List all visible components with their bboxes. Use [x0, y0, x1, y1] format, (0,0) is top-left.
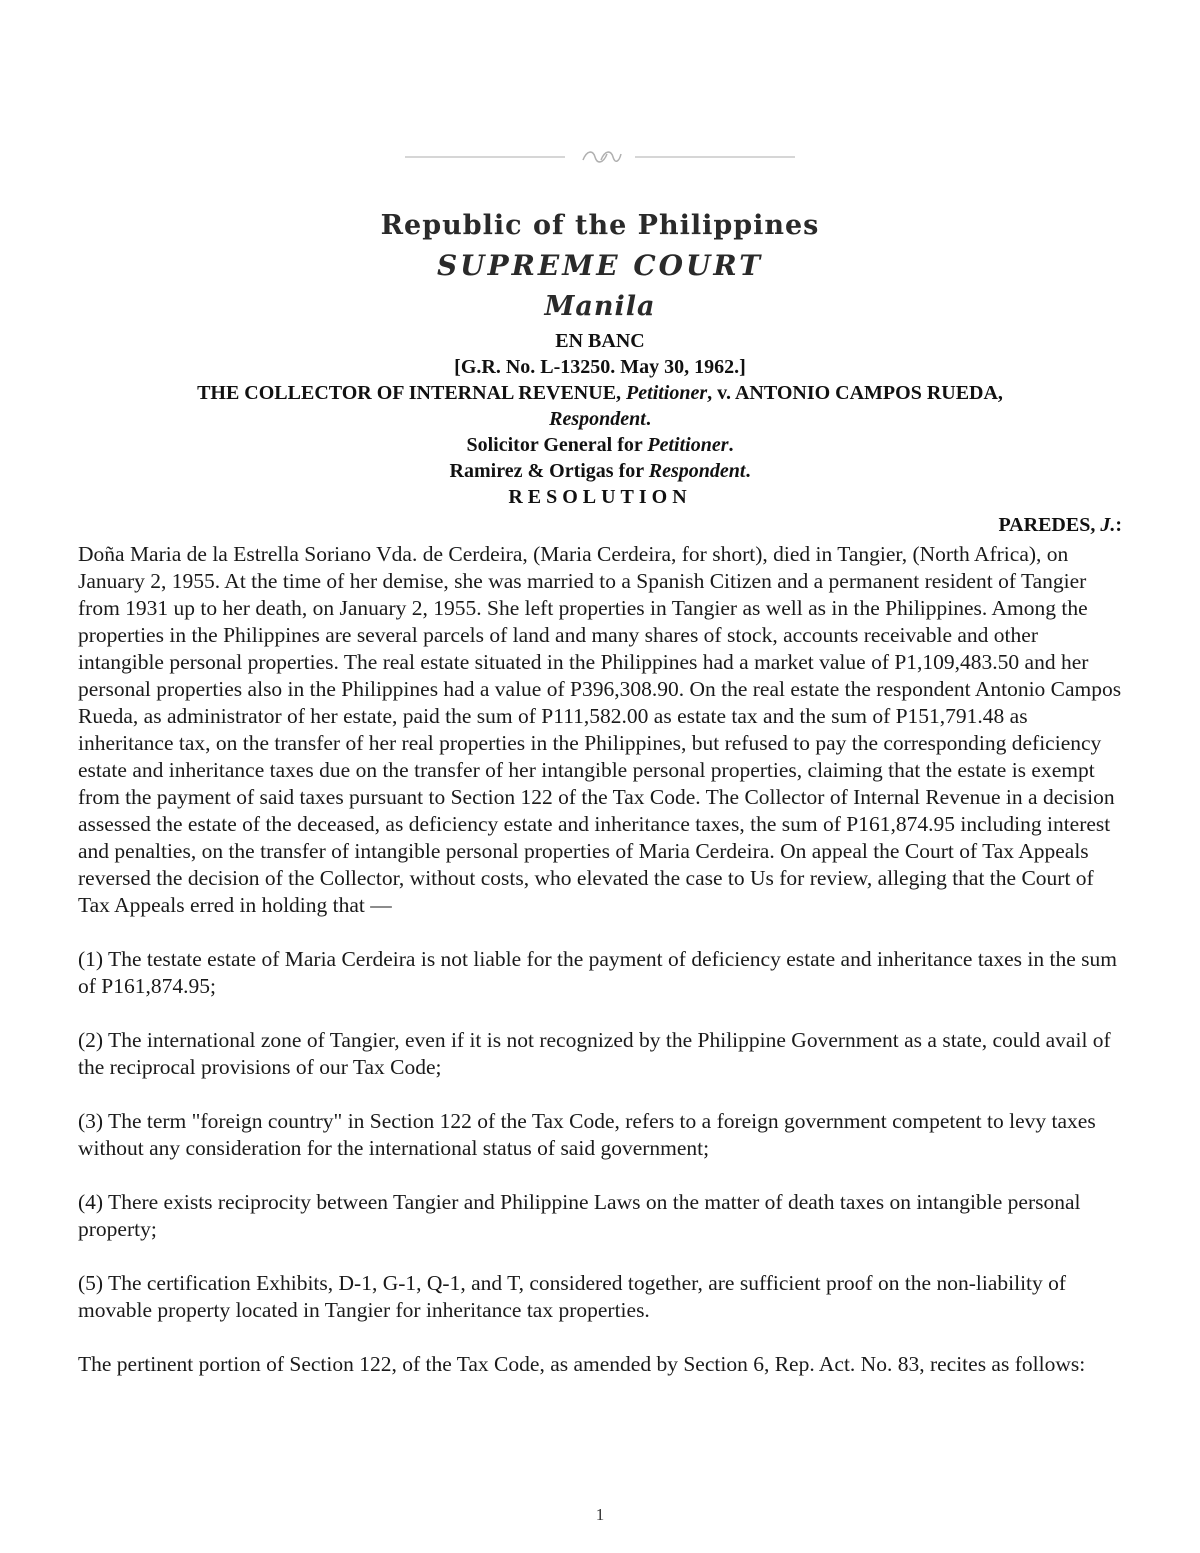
counsel-petitioner-name: Solicitor General for	[466, 434, 648, 456]
page-number: 1	[595, 1505, 605, 1524]
counsel-respondent-label: Respondent	[648, 460, 746, 482]
judge-name: PAREDES,	[998, 514, 1101, 536]
city-heading: Manila	[544, 291, 656, 322]
period: .	[728, 434, 734, 456]
period: .	[645, 408, 651, 430]
case-number: [G.R. No. L-13250. May 30, 1962.]	[454, 356, 746, 378]
resolution-body	[78, 541, 1122, 1405]
counsel-petitioner-label: Petitioner	[647, 434, 729, 456]
respondent-label: Respondent	[549, 408, 646, 430]
counsel-petitioner	[78, 432, 1122, 458]
judge-colon: :	[1115, 514, 1122, 536]
document-header	[78, 206, 1122, 510]
paragraph-error-2: (2) The international zone of Tangier, even if it is not recognized by the Philippine Government as a state, could avail of the reciprocal provisions of our Tax Code;	[78, 1028, 1111, 1079]
paragraph-error-5: (5) The certification Exhibits, D-1, G-1, Q-1, and T, considered together, are sufficient proof on the non-liability of movable property located in Tangier for inheritance tax properties.	[78, 1271, 1067, 1322]
counsel-respondent-name: Ramirez & Ortigas for	[449, 460, 649, 482]
respondent-line	[78, 406, 1122, 432]
paragraph-facts: Doña Maria de la Estrella Soriano Vda. de Cerdeira, (Maria Cerdeira, for short), died in Tangier, (North Africa), on January 2, 1955. At the time of her demise, she was married to a Spanish Citizen and a permanent resident of Tangier from 1931 up to her death, on January 2, 1955. She left properties in Tangier as well as in the Philippines. Among the properties in the Philippines are several parcels of land and many shares of stock, accounts receivable and other intangible personal properties. The real estate situated in the Philippines had a market value of P1,109,483.50 and her personal properties also in the Philippines had a value of P396,308.90. On the real estate the respondent Antonio Campos Rueda, as administrator of her estate, paid the sum of P111,582.00 as estate tax and the sum of P151,791.48 as inheritance tax, on the transfer of her real properties in the Philippines, but refused to pay the corresponding deficiency estate and inheritance taxes due on the transfer of her intangible personal properties, claiming that the estate is exempt from the payment of said taxes pursuant to Section 122 of the Tax Code. The Collector of Internal Revenue in a decision assessed the estate of the deceased, as deficiency estate and inheritance taxes, the sum of P161,874.95 including interest and penalties, on the transfer of intangible personal properties of Maria Cerdeira. On appeal the Court of Tax Appeals reversed the decision of the Collector, without costs, who elevated the case to Us for review, alleging that the Court of Tax Appeals erred in holding that —	[78, 542, 1122, 917]
paragraph-section-122: The pertinent portion of Section 122, of the Tax Code, as amended by Section 6, Rep. Act. No. 83, recites as follows:	[78, 1352, 1086, 1376]
ornamental-divider	[405, 148, 795, 166]
petitioner-label: Petitioner	[626, 382, 708, 404]
court-heading: SUPREME COURT	[436, 249, 764, 282]
case-parties	[78, 380, 1122, 406]
parties-petitioner-name: THE COLLECTOR OF INTERNAL REVENUE,	[197, 382, 627, 404]
resolution-title: RESOLUTION	[508, 486, 692, 508]
ponente	[998, 514, 1122, 537]
parties-respondent-name: , v. ANTONIO CAMPOS RUEDA,	[707, 382, 1003, 404]
period: .	[745, 460, 751, 482]
judge-suffix: J.	[1100, 514, 1116, 536]
counsel-respondent	[78, 458, 1122, 484]
republic-heading: Republic of the Philippines	[380, 210, 820, 241]
paragraph-error-3: (3) The term "foreign country" in Section 122 of the Tax Code, refers to a foreign government competent to levy taxes without any consideration for the international status of said government;	[78, 1109, 1096, 1160]
paragraph-error-1: (1) The testate estate of Maria Cerdeira is not liable for the payment of deficiency estate and inheritance taxes in the sum of P161,874.95;	[78, 947, 1117, 998]
division-label: EN BANC	[555, 330, 645, 352]
paragraph-error-4: (4) There exists reciprocity between Tangier and Philippine Laws on the matter of death taxes on intangible personal property;	[78, 1190, 1081, 1241]
